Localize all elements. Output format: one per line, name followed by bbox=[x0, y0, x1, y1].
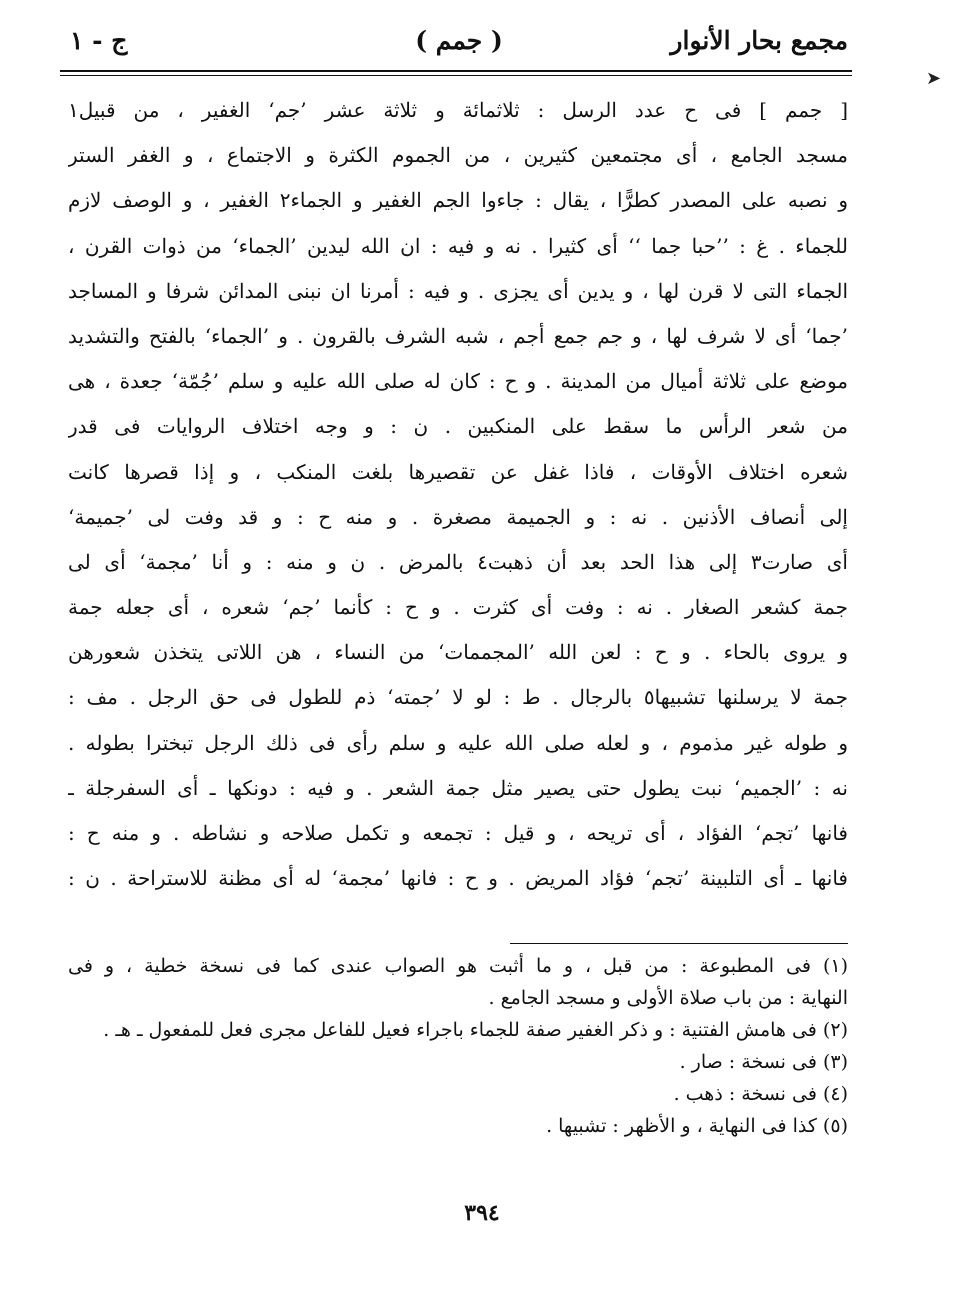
text-line: من شعر الرأس ما سقط على المنكبين . ن : و وجه اختلاف الروايات فى قدر bbox=[68, 414, 848, 439]
footnote-line: (٣) فى نسخة : صار . bbox=[679, 1051, 848, 1073]
entry-root-heading: ( جمم ) bbox=[415, 26, 503, 55]
footnote-line: (٤) فى نسخة : ذهب . bbox=[673, 1083, 848, 1105]
text-line: ’جما‘ أى لا شرف لها ، و جم جمع أجم ، شبه الشرف بالقرون . و ’الجماء‘ بالفتح والتشديد bbox=[68, 323, 848, 348]
text-line: [ جمم ] فى ح عدد الرسل : ثلاثمائة و ثلاثة عشر ’جم‘ الغفير ، من قبيل١ bbox=[68, 98, 848, 122]
text-line: الجماء التى لا قرن لها ، و يدين أى يجزى . و فيه : أمرنا ان نبنى المدائن شرفا و المساجد bbox=[68, 278, 848, 303]
main-text bbox=[68, 88, 848, 901]
text-line: إلى أنصاف الأذنين . نه : و الجميمة مصغرة . و منه ح : و قد وفت لى ’جميمة‘ bbox=[68, 504, 848, 529]
text-line: و يروى بالحاء . و ح : لعن الله ’المجممات‘ من النساء ، هن اللاتى يتخذن شعورهن bbox=[68, 640, 848, 665]
text-line: و نصبه على المصدر كطرًّا ، يقال : جاءوا الجم الغفير و الجماء٢ الغفير ، و الوصف لازم bbox=[68, 188, 848, 213]
text-line: موضع على ثلاثة أميال من المدينة . و ح : كان له صلى الله عليه و سلم ’جُمّة‘ جعدة ، هى bbox=[68, 369, 848, 394]
text-line: أى صارت٣ إلى هذا الحد بعد أن ذهبت٤ بالمرض . ن و منه : و أنا ’مجمة‘ أى لى bbox=[68, 549, 848, 574]
page-number: ٣٩٤ bbox=[464, 1200, 500, 1226]
header-rule-thick bbox=[60, 70, 852, 72]
arrow-marker-icon: ➤ bbox=[926, 68, 942, 89]
text-line: مسجد الجامع ، أى مجتمعين كثيرين ، من الجموم الكثرة و الاجتماع ، و الغفر الستر bbox=[68, 143, 848, 168]
header-rule-thin bbox=[60, 75, 852, 76]
footnote-line: (٢) فى هامش الفتنية : و ذكر الغفير صفة للجماء باجراء فعيل للفاعل مجرى فعل للمفعول ـ هـ . bbox=[103, 1019, 848, 1041]
text-line: نه : ’الجميم‘ نبت يطول حتى يصير مثل جمة الشعر . و فيه : دونكها ـ أى السفرجلة ـ bbox=[68, 775, 848, 800]
text-line: فانها ’تجم‘ الفؤاد ، أى تريحه ، و قيل : تجمعه و تكمل صلاحه و نشاطه . و منه ح : bbox=[68, 821, 848, 845]
footnote-separator bbox=[510, 943, 848, 944]
footnotes bbox=[68, 950, 848, 1142]
volume-number: ج - ١ bbox=[70, 26, 128, 55]
text-line: و طوله غير مذموم ، و لعله صلى الله عليه و سلم رأى فى ذلك الرجل تبخترا بطوله . bbox=[68, 730, 848, 755]
text-line: للجماء . غ : ’’حبا جما ‘‘ أى كثيرا . نه و فيه : ان الله ليدين ’الجماء‘ من ذوات القرن ، bbox=[68, 233, 848, 258]
footnote-line: (١) فى المطبوعة : من قبل ، و ما أثبت هو الصواب عندى كما فى نسخة خطية ، و فى bbox=[68, 955, 848, 977]
text-line: جمة كشعر الصغار . نه : وفت أى كثرت . و ح : كأنما ’جم‘ شعره ، أى جعله جمة bbox=[68, 595, 848, 620]
text-line: جمة لا يرسلنها تشبيها٥ بالرجال . ط : لو لا ’جمته‘ ذم للطول فى حق الرجل . مف : bbox=[68, 685, 848, 710]
book-title: مجمع بحار الأنوار bbox=[670, 26, 848, 55]
footnote-line: النهاية : من باب صلاة الأولى و مسجد الجامع . bbox=[488, 987, 848, 1009]
running-header bbox=[70, 24, 848, 64]
text-line: فانها ـ أى التلبينة ’تجم‘ فؤاد المريض . و ح : فانها ’مجمة‘ له أى مظنة للاستراحة . ن : bbox=[68, 866, 848, 891]
footnote-line: (٥) كذا فى النهاية ، و الأظهر : تشبيها . bbox=[546, 1115, 848, 1137]
text-line: شعره اختلاف الأوقات ، فاذا غفل عن تقصيرها بلغت المنكب ، و إذا قصرها كانت bbox=[68, 459, 848, 484]
